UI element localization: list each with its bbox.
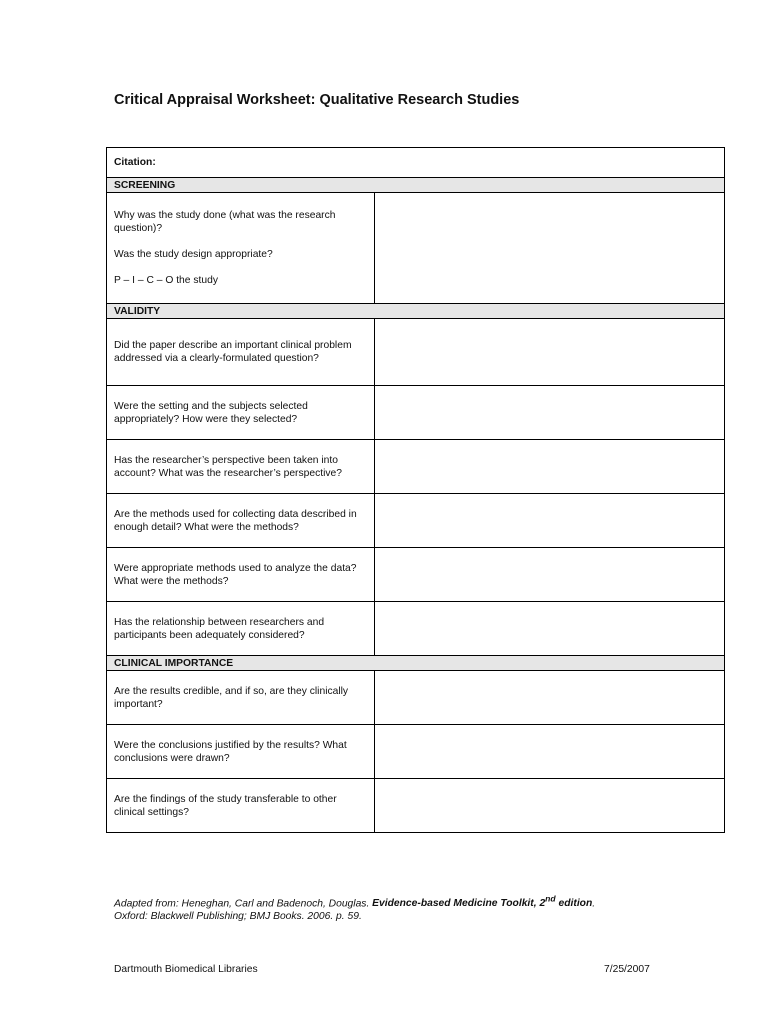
section-heading: SCREENING [107, 178, 725, 193]
book-title: Evidence-based Medicine Toolkit, 2 [372, 898, 546, 910]
citation-row [107, 148, 725, 178]
question-cell [107, 671, 375, 725]
question-text: Were the conclusions justified by the results? What conclusions were drawn? [114, 739, 347, 764]
table-row [107, 602, 725, 656]
table-row [107, 548, 725, 602]
answer-cell[interactable] [375, 671, 725, 725]
question-cell [107, 193, 375, 304]
question-cell [107, 725, 375, 779]
answer-cell[interactable] [375, 386, 725, 440]
source-citation [114, 893, 714, 923]
section-heading: CLINICAL IMPORTANCE [107, 656, 725, 671]
question-text: P – I – C – O the study [114, 275, 218, 286]
question-cell [107, 602, 375, 656]
section-header-clinical-importance [107, 656, 725, 671]
answer-cell[interactable] [375, 602, 725, 656]
answer-cell[interactable] [375, 548, 725, 602]
answer-cell[interactable] [375, 440, 725, 494]
section-header-screening [107, 178, 725, 193]
footer-date: 7/25/2007 [604, 964, 650, 975]
question-text: Why was the study done (what was the research question)? [114, 210, 336, 234]
question-cell [107, 548, 375, 602]
publisher-line: Oxford: Blackwell Publishing; BMJ Books. 2006. p. 59. [114, 911, 362, 923]
footer-organization: Dartmouth Biomedical Libraries [114, 964, 258, 975]
question-text: Are the findings of the study transferable to other clinical settings? [114, 793, 337, 818]
answer-cell[interactable] [375, 494, 725, 548]
question-cell [107, 440, 375, 494]
question-text: Are the results credible, and if so, are they clinically important? [114, 685, 349, 710]
table-row [107, 386, 725, 440]
appraisal-table [106, 147, 725, 833]
table-row [107, 494, 725, 548]
answer-cell[interactable] [375, 319, 725, 386]
question-cell [107, 319, 375, 386]
edition-word: edition [555, 898, 593, 910]
table-row [107, 319, 725, 386]
answer-cell[interactable] [375, 193, 725, 304]
edition-superscript: nd [545, 894, 556, 904]
citation-label: Citation: [114, 157, 156, 168]
question-text: Has the relationship between researchers and participants been adequately considered? [114, 616, 325, 641]
table-row [107, 725, 725, 779]
question-text: Were appropriate methods used to analyze the data? What were the methods? [114, 562, 357, 587]
question-cell [107, 779, 375, 833]
question-cell [107, 386, 375, 440]
page-title: Critical Appraisal Worksheet: Qualitative Research Studies [114, 92, 520, 108]
question-text: Was the study design appropriate? [114, 249, 273, 260]
adapted-from-text: Adapted from: Heneghan, Carl and Badenoch, Douglas. [114, 898, 373, 910]
table-row [107, 440, 725, 494]
answer-cell[interactable] [375, 779, 725, 833]
end-punctuation: . [592, 898, 596, 910]
section-heading: VALIDITY [107, 304, 725, 319]
section-header-validity [107, 304, 725, 319]
citation-cell[interactable] [107, 148, 725, 178]
table-row [107, 193, 725, 304]
question-text: Has the researcher’s perspective been taken into account? What was the researcher’s perspective? [114, 454, 342, 479]
question-cell [107, 494, 375, 548]
answer-cell[interactable] [375, 725, 725, 779]
question-text: Did the paper describe an important clinical problem addressed via a clearly-formulated question? [114, 340, 352, 364]
table-row [107, 779, 725, 833]
question-text: Are the methods used for collecting data described in enough detail? What were the methods? [114, 508, 357, 533]
table-row [107, 671, 725, 725]
question-text: Were the setting and the subjects selected appropriately? How were they selected? [114, 400, 308, 425]
